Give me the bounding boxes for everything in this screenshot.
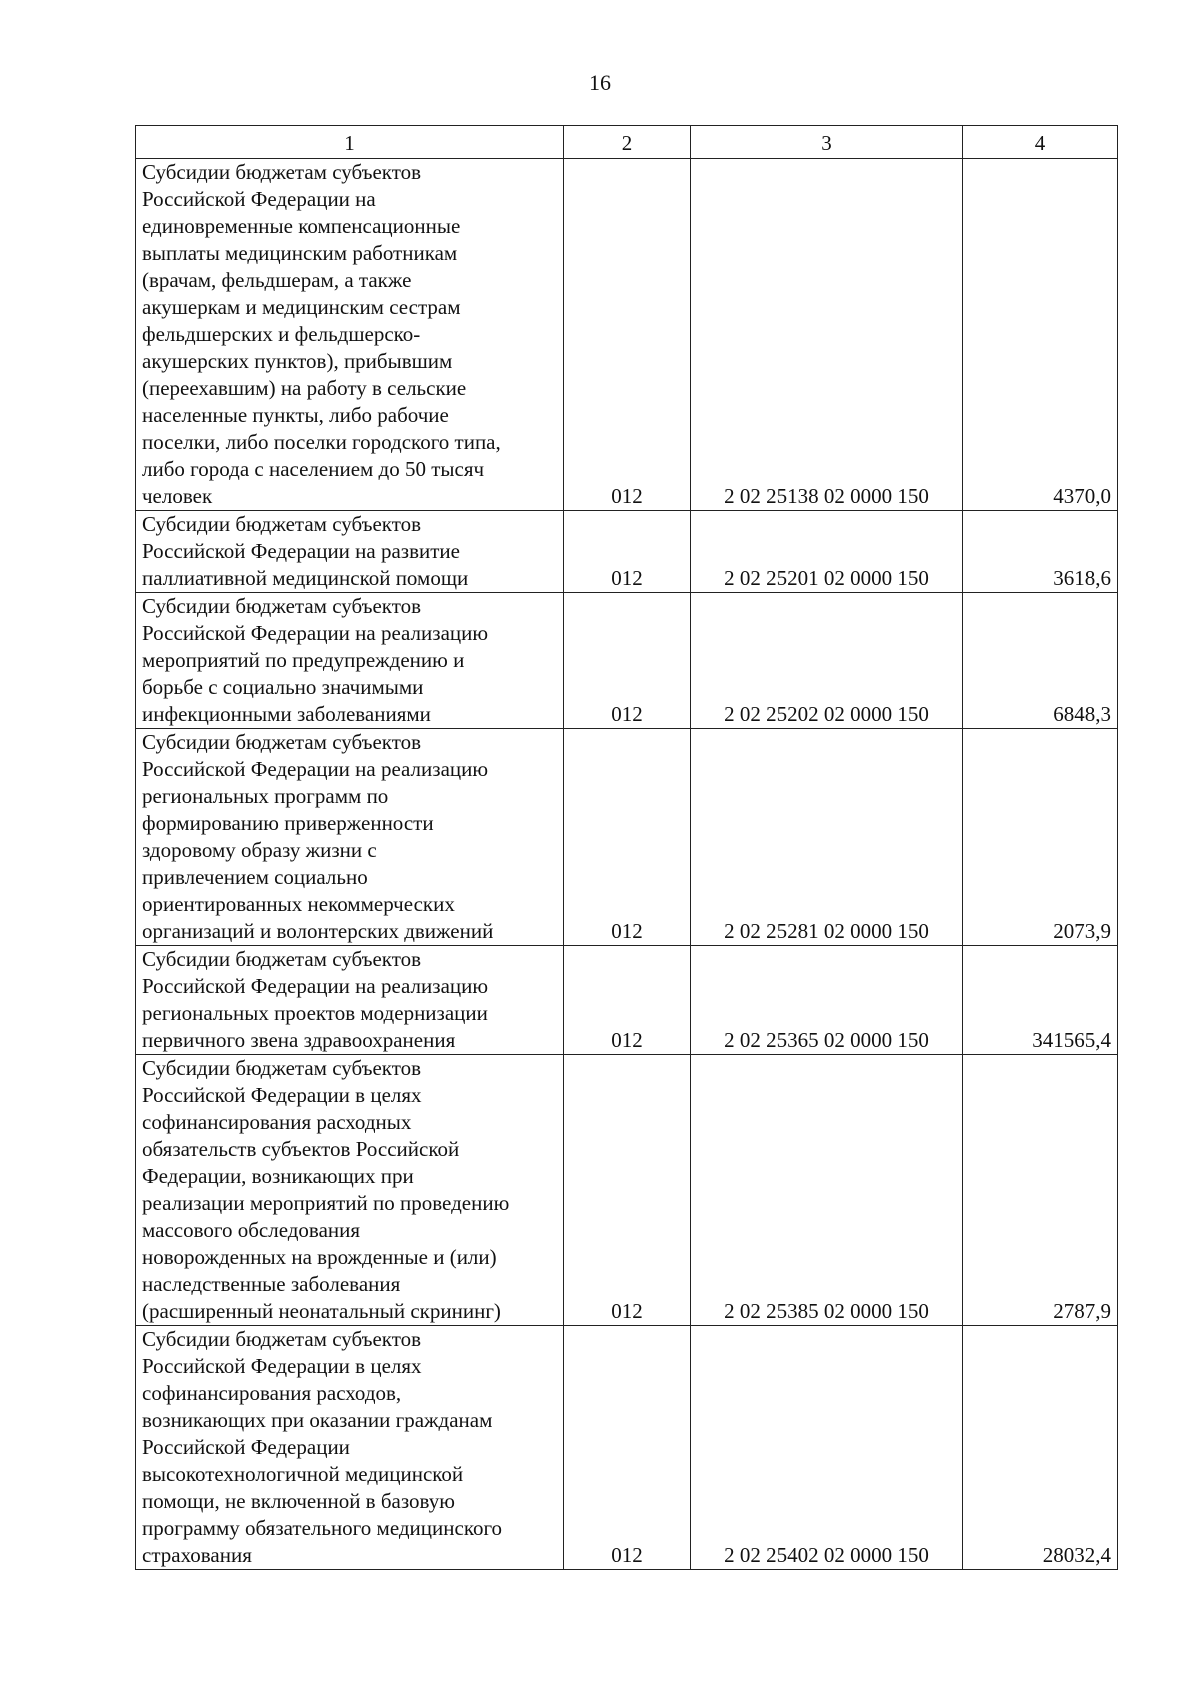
row-budget-code: 2 02 25138 02 0000 150 [691,159,963,511]
row-description: Субсидии бюджетам субъектов Российской Федерации в целях софинансирования расходных обязательств субъектов Российской Федерации, возникающих при реализации мероприятий по проведению массового обследования новорожденных на врожденные и (или) наследственные заболевания (расширенный неонатальный скрининг) [136,1055,564,1326]
table-row [136,511,1118,593]
table-row [136,729,1118,946]
header-col-1: 1 [136,126,564,159]
row-description: Субсидии бюджетам субъектов Российской Федерации на реализацию региональных программ по формированию приверженности здоровому образу жизни с привлечением социально ориентированных некоммерческих организаций и волонтерских движений [136,729,564,946]
row-description: Субсидии бюджетам субъектов Российской Федерации на развитие паллиативной медицинской помощи [136,511,564,593]
row-amount: 4370,0 [963,159,1118,511]
header-col-3: 3 [691,126,963,159]
table-row [136,593,1118,729]
row-description: Субсидии бюджетам субъектов Российской Федерации на реализацию региональных проектов модернизации первичного звена здравоохранения [136,946,564,1055]
row-amount: 2787,9 [963,1055,1118,1326]
row-admin-code: 012 [564,511,691,593]
row-budget-code: 2 02 25385 02 0000 150 [691,1055,963,1326]
page-number: 16 [589,70,611,95]
row-description: Субсидии бюджетам субъектов Российской Федерации на реализацию мероприятий по предупреждению и борьбе с социально значимыми инфекционными заболеваниями [136,593,564,729]
table-row [136,1055,1118,1326]
table-row [136,159,1118,511]
row-admin-code: 012 [564,729,691,946]
row-admin-code: 012 [564,159,691,511]
table-row [136,1326,1118,1570]
row-admin-code: 012 [564,1055,691,1326]
row-description: Субсидии бюджетам субъектов Российской Федерации в целях софинансирования расходов, возникающих при оказании гражданам Российской Федерации высокотехнологичной медицинской помощи, не включенной в базовую программу обязательного медицинского страхования [136,1326,564,1570]
row-amount: 3618,6 [963,511,1118,593]
budget-table [135,125,1118,1570]
row-admin-code: 012 [564,593,691,729]
row-budget-code: 2 02 25281 02 0000 150 [691,729,963,946]
row-amount: 28032,4 [963,1326,1118,1570]
row-budget-code: 2 02 25201 02 0000 150 [691,511,963,593]
header-col-2: 2 [564,126,691,159]
table-header-row [136,126,1118,159]
row-budget-code: 2 02 25402 02 0000 150 [691,1326,963,1570]
row-amount: 341565,4 [963,946,1118,1055]
row-admin-code: 012 [564,946,691,1055]
row-budget-code: 2 02 25202 02 0000 150 [691,593,963,729]
row-amount: 2073,9 [963,729,1118,946]
row-budget-code: 2 02 25365 02 0000 150 [691,946,963,1055]
row-admin-code: 012 [564,1326,691,1570]
table-row [136,946,1118,1055]
row-description: Субсидии бюджетам субъектов Российской Федерации на единовременные компенсационные выплаты медицинским работникам (врачам, фельдшерам, а также акушеркам и медицинским сестрам фельдшерских и фельдшерско- акушерских пунктов), прибывшим (переехавшим) на работу в сельские населенные пункты, либо рабочие поселки, либо поселки городского типа, либо города с населением до 50 тысяч человек [136,159,564,511]
row-amount: 6848,3 [963,593,1118,729]
header-col-4: 4 [963,126,1118,159]
